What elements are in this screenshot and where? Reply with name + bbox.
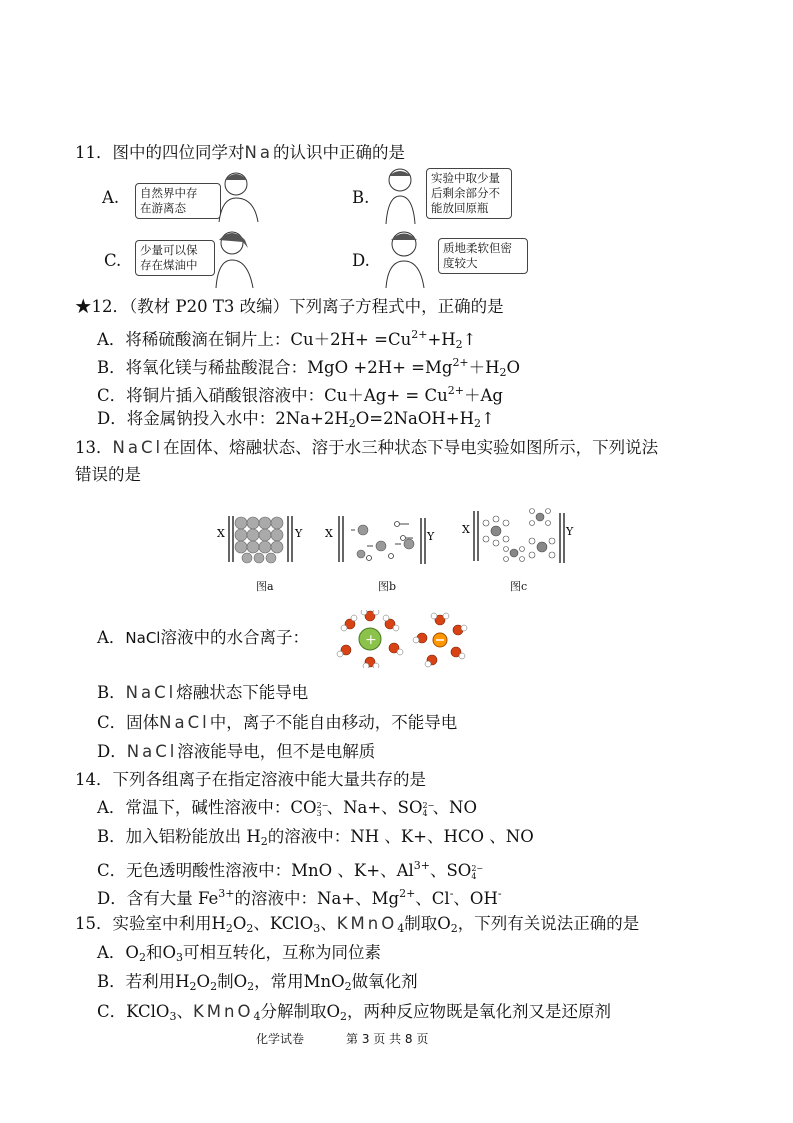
q14-option-d: D．含有大量 $Fe^{3+}$的溶液中：Na+、$Mg^{2+}$、Cl-、OH- [97,887,502,908]
figure-c-caption: 图c [510,580,528,593]
q14-stem: 14．下列各组离子在指定溶液中能大量共存的是 [75,770,426,789]
footer-page-number: 第 3 页 共 8 页 [346,1032,429,1046]
svg-text:Y: Y [566,525,574,538]
q12-option-a: A．将稀硫酸滴在铜片上：$Cu+2H+ =Cu^{2+}+H_2↑$ [97,328,477,351]
q15-option-c: C．KClO$_3$、KMnO$_4$分解制取$O_2$，两种反应物既是氧化剂又是还原剂 [97,1002,611,1023]
q11-option-b-bubble: 实验中取少量 后剩余部分不 能放回原瓶 [426,168,512,219]
q14-option-b: B．加入铝粉能放出 $H_2$的溶液中：NH 、K+、HCO 、NO [97,827,534,848]
q12-stem: ★12．（教材 P20 T3 改编）下列离子方程式中，正确的是 [75,297,504,316]
q11-option-a-letter: A. [102,188,120,207]
q15-option-a: A．$O_2$和$O_3$可相互转化，互称为同位素 [97,943,381,964]
q11-option-d-bubble: 质地柔软但密 度较大 [438,238,528,274]
student-d-figure [380,228,432,288]
q13-option-d: D．NaCl溶液能导电，但不是电解质 [97,742,376,761]
q13-option-a: A．NaCl溶液中的水合离子： [97,628,309,647]
q11-option-c-bubble: 少量可以保 存在煤油中 [135,240,215,276]
q11-option-a-bubble: 自然界中存 在游离态 [135,183,221,219]
student-a-figure [214,170,264,222]
figure-a-solid-lattice [215,512,310,566]
figure-a-caption: 图a [256,580,274,593]
q12-option-c: C．将铜片插入硝酸银溶液中：$Cu+Ag+ = Cu^{2+}+Ag$ [97,384,503,405]
q13-option-c: C．固体NaCl中，离子不能自由移动，不能导电 [97,713,458,732]
q13-stem-line1: 13．NaCl在固体、熔融状态、溶于水三种状态下导电实验如图所示，下列说法 [75,438,659,457]
q13-option-b: B．NaCl熔融状态下能导电 [97,683,309,702]
svg-text:Y: Y [427,530,435,543]
hydrated-ions-diagram [336,610,472,668]
q15-stem: 15．实验室中利用$H_2O_2$、KClO$_3$、KMnO$_4$制取$O_2$，下列有关说法正确的是 [75,914,640,935]
figure-b-caption: 图b [378,580,397,593]
q14-option-c: C．无色透明酸性溶液中：MnO 、K+、$Al^{3+}$、SO 2− 4 [97,859,484,881]
student-c-figure [208,228,263,288]
q11-stem: 11．图中的四位同学对Na的认识中正确的是 [75,143,405,162]
q14-option-a: A．常温下，碱性溶液中：CO 2− 3 、Na+、SO 2− 4 、NO [97,798,477,818]
svg-text:X: X [325,527,333,540]
q12-option-d: D．将金属钠投入水中：$2Na+2H_2O=2NaOH+H_2↑$ [97,409,495,430]
q11-option-b-letter: B. [352,188,370,207]
q15-option-b: B．若利用$H_2O_2$制$O_2$，常用MnO$_2$做氧化剂 [97,972,418,993]
q11-option-d-letter: D. [352,251,370,270]
svg-text:X: X [217,527,225,540]
figure-b-molten [325,512,440,566]
student-b-figure [380,166,422,224]
svg-text:X: X [462,523,470,536]
q11-option-c-letter: C. [104,251,122,270]
svg-text:+: + [365,632,377,648]
footer-subject: 化学试卷 [256,1032,305,1046]
q12-option-b: B．将氧化镁与稀盐酸混合：MgO $+2H+ =Mg^{2+}+H_2O$ [97,356,521,379]
q13-stem-line2: 错误的是 [75,465,141,484]
svg-text:Y: Y [295,527,303,540]
figure-c-solution [462,503,580,569]
